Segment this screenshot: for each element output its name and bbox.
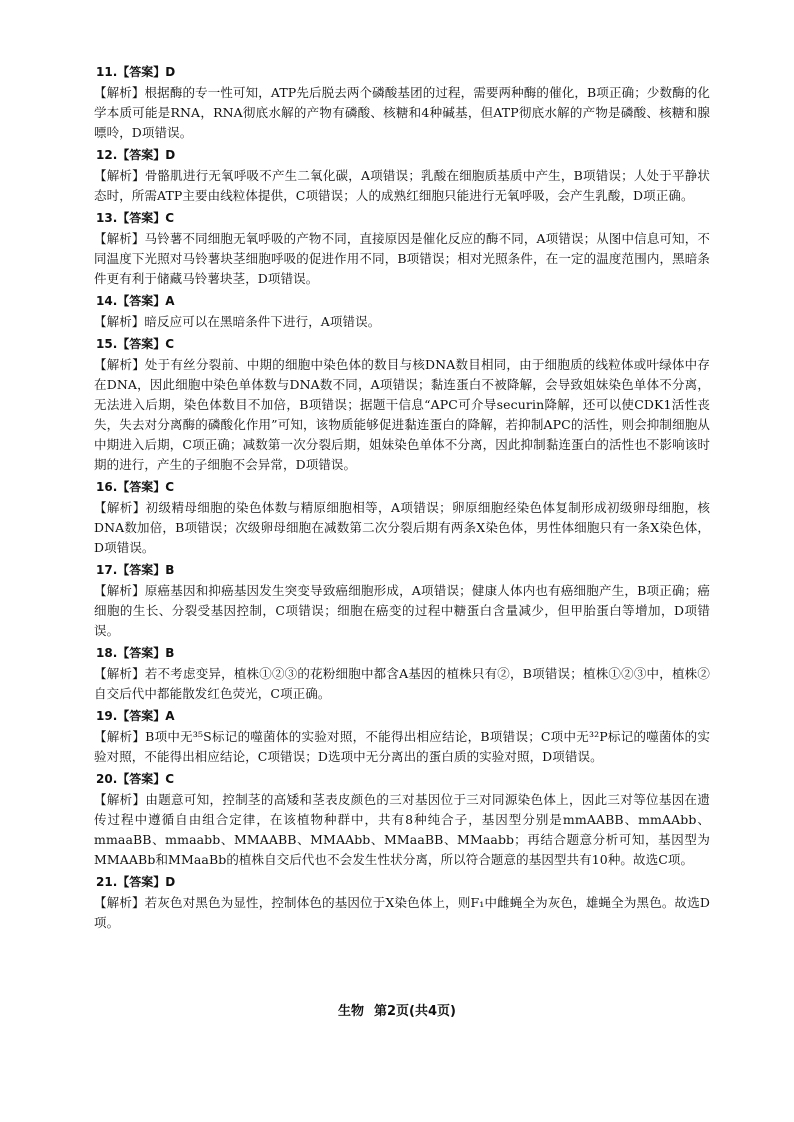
explanation: 【解析】暗反应可以在黑暗条件下进行，A项错误。 [94, 314, 381, 329]
answer-key: 14.【答案】A [96, 294, 175, 308]
answer-item-18 [94, 642, 710, 704]
answer-key: 15.【答案】C [96, 337, 175, 351]
answer-item-16 [94, 476, 710, 558]
footer-subject: 生物 [338, 1004, 365, 1019]
answer-key: 21.【答案】D [96, 875, 176, 889]
page-footer [0, 1000, 794, 1019]
answer-item-20 [94, 768, 710, 870]
answer-key: 11.【答案】D [96, 65, 176, 79]
answer-key: 12.【答案】D [96, 148, 176, 162]
answer-item-19 [94, 705, 710, 767]
explanation: 【解析】处于有丝分裂前、中期的细胞中染色体的数目与核DNA数目相同，由于细胞质的线粒体或叶绿体中存在DNA，因此细胞中染色单体数与DNA数不同，A项错误；黏连蛋白不被降解，会导致姐妹染色单体不分离，无法进入后期，染色体数目不加倍，B项错误；据题干信息“APC可介导securin降解，还可以使CDK1活性丧失，失去对分离酶的磷酸化作用”可知，该物质能够促进黏连蛋白的降解，若抑制APC的活性，则会抑制细胞从中期进入后期，C项正确；减数第一次分裂后期，姐妹染色单体不分离，因此抑制黏连蛋白的活性也不影响该时期的进行，产生的子细胞不会异常，D项错误。 [94, 357, 710, 472]
answer-item-14 [94, 290, 710, 332]
explanation: 【解析】B项中无³⁵S标记的噬菌体的实验对照，不能得出相应结论，B项错误；C项中无³²P标记的噬菌体的实验对照，不能得出相应结论，C项错误；D选项中无分离出的蛋白质的实验对照，D项错误。 [94, 729, 710, 764]
explanation: 【解析】初级精母细胞的染色体数与精原细胞相等，A项错误；卵原细胞经染色体复制形成初级卵母细胞，核DNA数加倍，B项错误；次级卵母细胞在减数第二次分裂后期有两条X染色体，男性体细胞只有一条X染色体，D项错误。 [94, 500, 710, 555]
explanation: 【解析】若灰色对黑色为显性，控制体色的基因位于X染色体上，则F₁中雌蝇全为灰色，雄蝇全为黑色。故选D项。 [94, 895, 710, 930]
explanation: 【解析】原癌基因和抑癌基因发生突变导致癌细胞形成，A项错误；健康人体内也有癌细胞产生，B项正确；癌细胞的生长、分裂受基因控制，C项错误；细胞在癌变的过程中糖蛋白含量减少，但甲胎蛋白等增加，D项错误。 [94, 583, 710, 638]
answer-key: 20.【答案】C [96, 772, 175, 786]
explanation: 【解析】根据酶的专一性可知，ATP先后脱去两个磷酸基团的过程，需要两种酶的催化，B项正确；少数酶的化学本质可能是RNA，RNA彻底水解的产物有磷酸、核糖和4种碱基，但ATP彻底水解的产物是磷酸、核糖和腺嘌呤，D项错误。 [94, 85, 710, 140]
explanation: 【解析】由题意可知，控制茎的高矮和茎表皮颜色的三对基因位于三对同源染色体上，因此三对等位基因在遗传过程中遵循自由组合定律，在该植物种群中，共有8种纯合子，基因型分别是mmAABB、mmAAbb、mmaaBB、mmaabb、MMAABB、MMAAbb、MMaaBB、MMaabb；再结合题意分析可知，基因型为MMAABb和MMaaBb的植株自交后代也不会发生性状分离，所以符合题意的基因型共有10种。故选C项。 [94, 792, 710, 867]
answer-item-21 [94, 871, 710, 933]
explanation: 【解析】马铃薯不同细胞无氧呼吸的产物不同，直接原因是催化反应的酶不同，A项错误；从图中信息可知，不同温度下光照对马铃薯块茎细胞呼吸的促进作用不同，B项错误；相对光照条件，在一定的温度范围内，黑暗条件更有利于储藏马铃薯块茎，D项错误。 [94, 231, 710, 286]
answer-key: 13.【答案】C [96, 211, 175, 225]
answer-key: 18.【答案】B [96, 646, 175, 660]
answer-item-12 [94, 144, 710, 206]
explanation: 【解析】骨骼肌进行无氧呼吸不产生二氧化碳，A项错误；乳酸在细胞质基质中产生，B项错误；人处于平静状态时，所需ATP主要由线粒体提供，C项错误；人的成熟红细胞只能进行无氧呼吸，会产生乳酸，D项正确。 [94, 168, 710, 203]
answer-item-15 [94, 333, 710, 475]
explanation: 【解析】若不考虑变异，植株①②③的花粉细胞中都含A基因的植株只有②，B项错误；植株①②③中，植株②自交后代中都能散发红色荧光，C项正确。 [94, 666, 710, 701]
answer-key: 19.【答案】A [96, 709, 175, 723]
answer-item-17 [94, 559, 710, 641]
answer-item-11 [94, 61, 710, 143]
answer-key: 16.【答案】C [96, 480, 175, 494]
answer-key: 17.【答案】B [96, 563, 175, 577]
answer-list [94, 61, 710, 934]
footer-page-number: 第2页(共4页) [374, 1004, 456, 1019]
answer-item-13 [94, 207, 710, 289]
